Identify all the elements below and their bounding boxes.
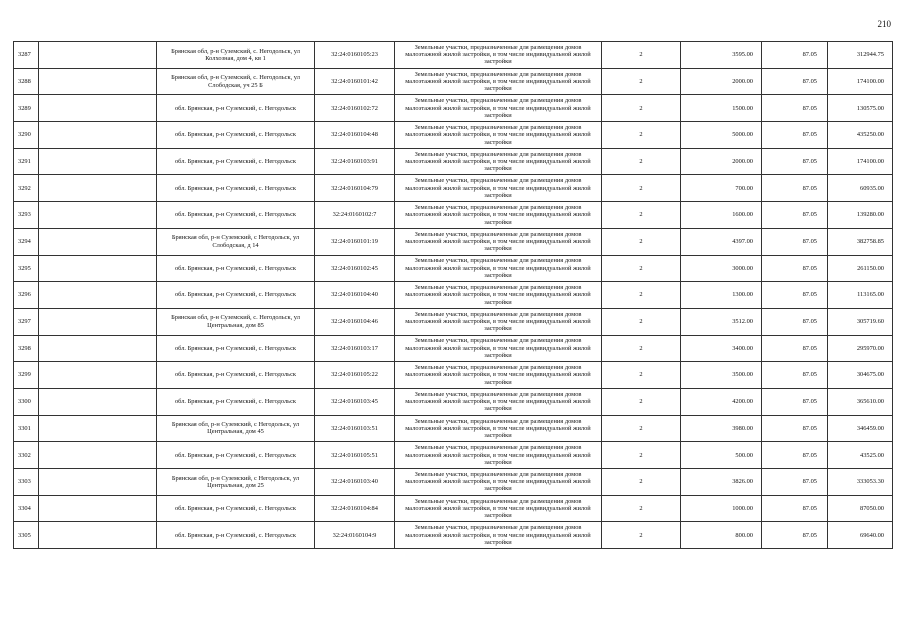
category-code-cell: 2 <box>602 148 681 175</box>
table-row <box>14 148 893 175</box>
table-row <box>14 362 893 389</box>
empty-cell <box>39 228 157 255</box>
table-row <box>14 122 893 149</box>
row-number-cell: 3299 <box>14 362 39 389</box>
cadastral-value-cell: 304675.00 <box>828 362 893 389</box>
address-cell: обл. Брянская, р-н Суземский, с. Негодольск <box>157 255 315 282</box>
category-code-cell: 2 <box>602 469 681 496</box>
area-cell: 5000.00 <box>681 122 762 149</box>
land-use-cell: Земельные участки, предназначенные для размещения домов малоэтажной жилой застройки, в том числе индивидуальной жилой застройки <box>395 442 602 469</box>
table-row <box>14 335 893 362</box>
row-number-cell: 3292 <box>14 175 39 202</box>
table-row <box>14 68 893 95</box>
page-number: 210 <box>877 19 891 29</box>
cadastral-value-cell: 113165.00 <box>828 282 893 309</box>
rate-cell: 87.05 <box>762 495 828 522</box>
cadastral-value-cell: 333053.30 <box>828 469 893 496</box>
area-cell: 4397.00 <box>681 228 762 255</box>
category-code-cell: 2 <box>602 308 681 335</box>
row-number-cell: 3303 <box>14 469 39 496</box>
cadastral-value-cell: 130575.00 <box>828 95 893 122</box>
row-number-cell: 3293 <box>14 202 39 229</box>
address-cell: обл. Брянская, р-н Суземский, с. Негодольск <box>157 388 315 415</box>
land-use-cell: Земельные участки, предназначенные для размещения домов малоэтажной жилой застройки, в том числе индивидуальной жилой застройки <box>395 335 602 362</box>
area-cell: 1000.00 <box>681 495 762 522</box>
category-code-cell: 2 <box>602 202 681 229</box>
category-code-cell: 2 <box>602 95 681 122</box>
row-number-cell: 3287 <box>14 42 39 69</box>
rate-cell: 87.05 <box>762 388 828 415</box>
cadastral-value-cell: 312944.75 <box>828 42 893 69</box>
address-cell: обл. Брянская, р-н Суземский, с. Негодольск <box>157 122 315 149</box>
category-code-cell: 2 <box>602 228 681 255</box>
address-cell: обл. Брянская, р-н Суземский, с. Негодольск <box>157 362 315 389</box>
cadastral-value-cell: 435250.00 <box>828 122 893 149</box>
category-code-cell: 2 <box>602 415 681 442</box>
rate-cell: 87.05 <box>762 522 828 549</box>
area-cell: 3980.00 <box>681 415 762 442</box>
cadastral-value-cell: 365610.00 <box>828 388 893 415</box>
land-use-cell: Земельные участки, предназначенные для размещения домов малоэтажной жилой застройки, в том числе индивидуальной жилой застройки <box>395 388 602 415</box>
address-cell: обл. Брянская, р-н Суземский, с. Негодольск <box>157 175 315 202</box>
cadastral-number-cell: 32:24:0160101:19 <box>315 228 395 255</box>
area-cell: 4200.00 <box>681 388 762 415</box>
rate-cell: 87.05 <box>762 335 828 362</box>
address-cell: Брянская обл, р-н Суземский, с Негодольск, ул Центральная, дом 45 <box>157 415 315 442</box>
empty-cell <box>39 122 157 149</box>
cadastral-number-cell: 32:24:0160105:23 <box>315 42 395 69</box>
land-use-cell: Земельные участки, предназначенные для размещения домов малоэтажной жилой застройки, в том числе индивидуальной жилой застройки <box>395 122 602 149</box>
address-cell: обл. Брянская, р-н Суземский, с. Негодольск <box>157 202 315 229</box>
table-row <box>14 495 893 522</box>
land-use-cell: Земельные участки, предназначенные для размещения домов малоэтажной жилой застройки, в том числе индивидуальной жилой застройки <box>395 95 602 122</box>
empty-cell <box>39 175 157 202</box>
address-cell: обл. Брянская, р-н Суземский, с. Негодольск <box>157 442 315 469</box>
land-use-cell: Земельные участки, предназначенные для размещения домов малоэтажной жилой застройки, в том числе индивидуальной жилой застройки <box>395 308 602 335</box>
empty-cell <box>39 308 157 335</box>
address-cell: Брянская обл, р-н Суземский, с. Негодольск, ул Центральная, дом 85 <box>157 308 315 335</box>
category-code-cell: 2 <box>602 255 681 282</box>
cadastral-value-cell: 43525.00 <box>828 442 893 469</box>
row-number-cell: 3290 <box>14 122 39 149</box>
empty-cell <box>39 442 157 469</box>
table-row <box>14 469 893 496</box>
rate-cell: 87.05 <box>762 68 828 95</box>
cadastral-value-cell: 139280.00 <box>828 202 893 229</box>
land-use-cell: Земельные участки, предназначенные для размещения домов малоэтажной жилой застройки, в том числе индивидуальной жилой застройки <box>395 522 602 549</box>
rate-cell: 87.05 <box>762 362 828 389</box>
area-cell: 3826.00 <box>681 469 762 496</box>
rate-cell: 87.05 <box>762 282 828 309</box>
land-use-cell: Земельные участки, предназначенные для размещения домов малоэтажной жилой застройки, в том числе индивидуальной жилой застройки <box>395 495 602 522</box>
row-number-cell: 3296 <box>14 282 39 309</box>
category-code-cell: 2 <box>602 335 681 362</box>
rate-cell: 87.05 <box>762 95 828 122</box>
address-cell: обл. Брянская, р-н Суземский, с. Негодольск <box>157 522 315 549</box>
cadastral-number-cell: 32:24:0160104:46 <box>315 308 395 335</box>
area-cell: 3500.00 <box>681 362 762 389</box>
empty-cell <box>39 95 157 122</box>
rate-cell: 87.05 <box>762 308 828 335</box>
cadastral-number-cell: 32:24:0160103:17 <box>315 335 395 362</box>
rate-cell: 87.05 <box>762 42 828 69</box>
area-cell: 3000.00 <box>681 255 762 282</box>
rate-cell: 87.05 <box>762 442 828 469</box>
area-cell: 3512.00 <box>681 308 762 335</box>
cadastral-value-cell: 174100.00 <box>828 148 893 175</box>
cadastral-number-cell: 32:24:0160102:7 <box>315 202 395 229</box>
empty-cell <box>39 255 157 282</box>
cadastral-value-cell: 346459.00 <box>828 415 893 442</box>
category-code-cell: 2 <box>602 362 681 389</box>
land-use-cell: Земельные участки, предназначенные для размещения домов малоэтажной жилой застройки, в том числе индивидуальной жилой застройки <box>395 469 602 496</box>
cadastral-value-cell: 87050.00 <box>828 495 893 522</box>
address-cell: Брянская обл, р-н Суземский, с Негодольск, ул Слободская, д 14 <box>157 228 315 255</box>
category-code-cell: 2 <box>602 122 681 149</box>
empty-cell <box>39 362 157 389</box>
category-code-cell: 2 <box>602 442 681 469</box>
row-number-cell: 3305 <box>14 522 39 549</box>
rate-cell: 87.05 <box>762 415 828 442</box>
cadastral-value-cell: 60935.00 <box>828 175 893 202</box>
area-cell: 800.00 <box>681 522 762 549</box>
row-number-cell: 3294 <box>14 228 39 255</box>
category-code-cell: 2 <box>602 42 681 69</box>
area-cell: 1600.00 <box>681 202 762 229</box>
empty-cell <box>39 282 157 309</box>
cadastral-number-cell: 32:24:0160105:51 <box>315 442 395 469</box>
table-row <box>14 95 893 122</box>
land-use-cell: Земельные участки, предназначенные для размещения домов малоэтажной жилой застройки, в том числе индивидуальной жилой застройки <box>395 148 602 175</box>
category-code-cell: 2 <box>602 175 681 202</box>
address-cell: обл. Брянская, р-н Суземский, с. Негодольск <box>157 148 315 175</box>
area-cell: 1500.00 <box>681 95 762 122</box>
cadastral-number-cell: 32:24:0160104:79 <box>315 175 395 202</box>
empty-cell <box>39 495 157 522</box>
rate-cell: 87.05 <box>762 255 828 282</box>
cadastral-value-cell: 261150.00 <box>828 255 893 282</box>
area-cell: 1300.00 <box>681 282 762 309</box>
table-row <box>14 308 893 335</box>
table-row <box>14 175 893 202</box>
row-number-cell: 3298 <box>14 335 39 362</box>
empty-cell <box>39 469 157 496</box>
table-row <box>14 228 893 255</box>
area-cell: 3400.00 <box>681 335 762 362</box>
row-number-cell: 3295 <box>14 255 39 282</box>
table-row <box>14 442 893 469</box>
empty-cell <box>39 202 157 229</box>
empty-cell <box>39 388 157 415</box>
land-use-cell: Земельные участки, предназначенные для размещения домов малоэтажной жилой застройки, в том числе индивидуальной жилой застройки <box>395 228 602 255</box>
category-code-cell: 2 <box>602 388 681 415</box>
row-number-cell: 3288 <box>14 68 39 95</box>
cadastral-number-cell: 32:24:0160102:72 <box>315 95 395 122</box>
land-use-cell: Земельные участки, предназначенные для размещения домов малоэтажной жилой застройки, в том числе индивидуальной жилой застройки <box>395 255 602 282</box>
land-registry-table <box>13 41 893 549</box>
land-use-cell: Земельные участки, предназначенные для размещения домов малоэтажной жилой застройки, в том числе индивидуальной жилой застройки <box>395 202 602 229</box>
cadastral-number-cell: 32:24:0160103:91 <box>315 148 395 175</box>
table-row <box>14 522 893 549</box>
rate-cell: 87.05 <box>762 175 828 202</box>
area-cell: 2000.00 <box>681 148 762 175</box>
area-cell: 500.00 <box>681 442 762 469</box>
land-use-cell: Земельные участки, предназначенные для размещения домов малоэтажной жилой застройки, в том числе индивидуальной жилой застройки <box>395 42 602 69</box>
land-use-cell: Земельные участки, предназначенные для размещения домов малоэтажной жилой застройки, в том числе индивидуальной жилой застройки <box>395 282 602 309</box>
area-cell: 700.00 <box>681 175 762 202</box>
rate-cell: 87.05 <box>762 122 828 149</box>
category-code-cell: 2 <box>602 522 681 549</box>
cadastral-number-cell: 32:24:0160104:84 <box>315 495 395 522</box>
empty-cell <box>39 148 157 175</box>
row-number-cell: 3291 <box>14 148 39 175</box>
table-body <box>14 42 893 549</box>
rate-cell: 87.05 <box>762 228 828 255</box>
land-use-cell: Земельные участки, предназначенные для размещения домов малоэтажной жилой застройки, в том числе индивидуальной жилой застройки <box>395 415 602 442</box>
cadastral-number-cell: 32:24:0160104:9 <box>315 522 395 549</box>
rate-cell: 87.05 <box>762 202 828 229</box>
empty-cell <box>39 335 157 362</box>
address-cell: Брянская обл, р-н Суземский, с. Негодольск, ул Слободская, уч 25 Б <box>157 68 315 95</box>
table-row <box>14 415 893 442</box>
address-cell: Брянская обл, р-н Суземский, с Негодольск, ул Центральная, дом 25 <box>157 469 315 496</box>
cadastral-value-cell: 295970.00 <box>828 335 893 362</box>
row-number-cell: 3304 <box>14 495 39 522</box>
cadastral-number-cell: 32:24:0160101:42 <box>315 68 395 95</box>
empty-cell <box>39 415 157 442</box>
table-row <box>14 202 893 229</box>
empty-cell <box>39 522 157 549</box>
rate-cell: 87.05 <box>762 148 828 175</box>
rate-cell: 87.05 <box>762 469 828 496</box>
land-use-cell: Земельные участки, предназначенные для размещения домов малоэтажной жилой застройки, в том числе индивидуальной жилой застройки <box>395 175 602 202</box>
area-cell: 3595.00 <box>681 42 762 69</box>
address-cell: обл. Брянская, р-н Суземский, с. Негодольск <box>157 95 315 122</box>
cadastral-value-cell: 305719.60 <box>828 308 893 335</box>
row-number-cell: 3301 <box>14 415 39 442</box>
table-row <box>14 255 893 282</box>
table-row <box>14 282 893 309</box>
category-code-cell: 2 <box>602 495 681 522</box>
cadastral-number-cell: 32:24:0160102:45 <box>315 255 395 282</box>
address-cell: обл. Брянская, р-н Суземский, с. Негодольск <box>157 335 315 362</box>
table-row <box>14 42 893 69</box>
cadastral-number-cell: 32:24:0160103:45 <box>315 388 395 415</box>
area-cell: 2000.00 <box>681 68 762 95</box>
category-code-cell: 2 <box>602 282 681 309</box>
cadastral-value-cell: 69640.00 <box>828 522 893 549</box>
address-cell: Брянская обл, р-н Суземский, с. Негодольск, ул Колхозная, дом 4, кв 1 <box>157 42 315 69</box>
row-number-cell: 3300 <box>14 388 39 415</box>
empty-cell <box>39 42 157 69</box>
cadastral-number-cell: 32:24:0160104:40 <box>315 282 395 309</box>
land-use-cell: Земельные участки, предназначенные для размещения домов малоэтажной жилой застройки, в том числе индивидуальной жилой застройки <box>395 362 602 389</box>
cadastral-value-cell: 382758.85 <box>828 228 893 255</box>
land-use-cell: Земельные участки, предназначенные для размещения домов малоэтажной жилой застройки, в том числе индивидуальной жилой застройки <box>395 68 602 95</box>
cadastral-number-cell: 32:24:0160104:48 <box>315 122 395 149</box>
empty-cell <box>39 68 157 95</box>
cadastral-number-cell: 32:24:0160103:40 <box>315 469 395 496</box>
table-row <box>14 388 893 415</box>
category-code-cell: 2 <box>602 68 681 95</box>
address-cell: обл. Брянская, р-н Суземский, с. Негодольск <box>157 495 315 522</box>
row-number-cell: 3289 <box>14 95 39 122</box>
address-cell: обл. Брянская, р-н Суземский, с. Негодольск <box>157 282 315 309</box>
row-number-cell: 3302 <box>14 442 39 469</box>
row-number-cell: 3297 <box>14 308 39 335</box>
cadastral-number-cell: 32:24:0160105:22 <box>315 362 395 389</box>
cadastral-value-cell: 174100.00 <box>828 68 893 95</box>
cadastral-number-cell: 32:24:0160103:51 <box>315 415 395 442</box>
